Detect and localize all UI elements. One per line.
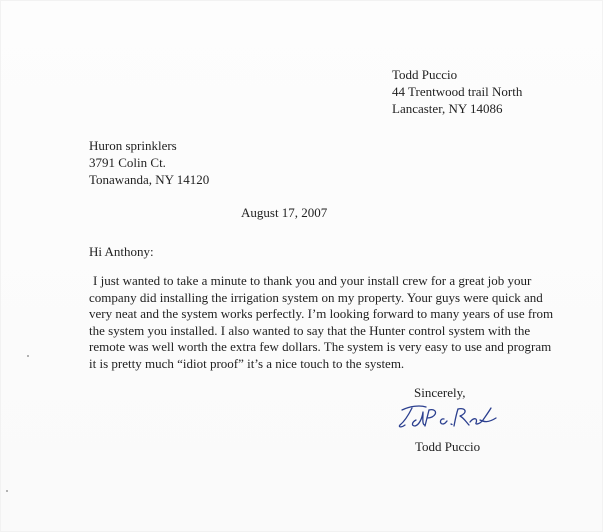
sender-address bbox=[392, 66, 522, 117]
body-line: remote was well worth the extra few dollars. The system is very easy to use and program bbox=[89, 339, 552, 355]
recipient-address bbox=[89, 137, 209, 188]
recipient-street: 3791 Colin Ct. bbox=[89, 155, 166, 170]
letter-body bbox=[89, 273, 553, 373]
closing: Sincerely, bbox=[414, 385, 466, 400]
sender-name: Todd Puccio bbox=[392, 67, 458, 82]
handwritten-signature bbox=[396, 398, 506, 432]
body-line: very neat and the system works perfectly. I’m looking forward to many years of use from bbox=[89, 306, 554, 322]
sender-city-line: Lancaster, NY 14086 bbox=[392, 101, 503, 116]
letter-date: August 17, 2007 bbox=[241, 205, 328, 220]
salutation: Hi Anthony: bbox=[89, 244, 154, 259]
scan-speck bbox=[27, 355, 29, 357]
body-line: it is pretty much “idiot proof” it’s a nice touch to the system. bbox=[89, 355, 405, 371]
sender-street: 44 Trentwood trail North bbox=[392, 84, 523, 99]
recipient-city-line: Tonawanda, NY 14120 bbox=[89, 172, 210, 187]
body-line: company did installing the irrigation system on my property. Your guys were quick and bbox=[89, 289, 543, 305]
signer-name: Todd Puccio bbox=[415, 439, 481, 454]
body-line: I just wanted to take a minute to thank you and your install crew for a great job your bbox=[93, 273, 532, 288]
body-line: the system you installed. I also wanted to say that the Hunter control system with the bbox=[89, 322, 531, 338]
recipient-company: Huron sprinklers bbox=[89, 138, 177, 153]
scan-speck bbox=[6, 490, 8, 492]
